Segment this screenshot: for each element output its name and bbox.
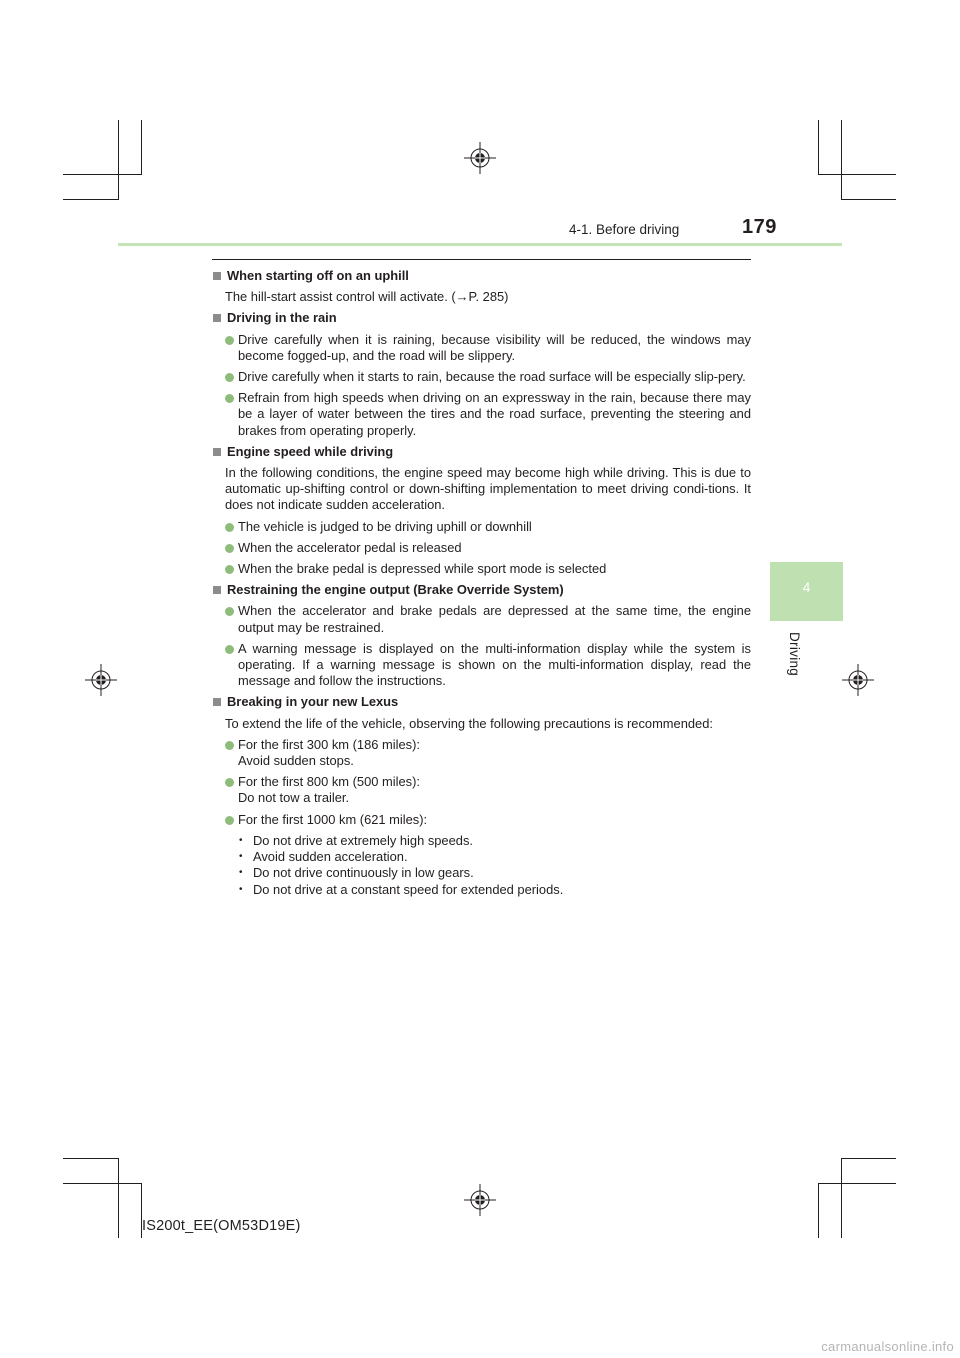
bullet-item bbox=[211, 332, 751, 364]
manual-section bbox=[211, 310, 751, 438]
round-bullet-icon bbox=[225, 336, 234, 345]
section-heading bbox=[211, 310, 751, 326]
bullet-text: When the brake pedal is depressed while sport mode is selected bbox=[238, 561, 607, 577]
crop-mark bbox=[818, 1183, 819, 1238]
sub-item bbox=[211, 882, 751, 898]
round-bullet-icon bbox=[225, 816, 234, 825]
square-bullet-icon bbox=[213, 272, 221, 280]
small-bullet-icon: • bbox=[239, 867, 243, 879]
bullet-text: When the accelerator and brake pedals are depressed at the same time, the engine output may be restrained. bbox=[238, 603, 751, 635]
round-bullet-icon bbox=[225, 394, 234, 403]
crop-mark bbox=[63, 199, 119, 200]
registration-mark-icon bbox=[464, 1184, 496, 1216]
bullet-text-line2: Do not tow a trailer. bbox=[238, 790, 350, 806]
sub-item-text: Do not drive at a constant speed for extended periods. bbox=[253, 881, 564, 897]
chapter-tab bbox=[770, 562, 843, 621]
bullet-item bbox=[211, 561, 751, 577]
section-heading bbox=[211, 444, 751, 460]
registration-mark-icon bbox=[842, 664, 874, 696]
small-bullet-icon: • bbox=[239, 834, 243, 846]
section-heading bbox=[211, 268, 751, 284]
manual-section bbox=[211, 444, 751, 577]
bullet-text: Drive carefully when it starts to rain, because the road surface will be especially slip-pery. bbox=[238, 369, 746, 385]
bullet-content bbox=[238, 519, 751, 535]
chapter-title: Driving bbox=[787, 632, 802, 677]
page-content bbox=[211, 268, 751, 898]
crop-mark bbox=[818, 174, 896, 175]
chapter-side-label bbox=[784, 632, 804, 692]
section-paragraph: The hill-start assist control will activate. (→P. 285) bbox=[225, 289, 509, 305]
crop-mark bbox=[841, 199, 896, 200]
round-bullet-icon bbox=[225, 645, 234, 654]
bullet-item bbox=[211, 390, 751, 439]
bullet-text-line2: Avoid sudden stops. bbox=[238, 753, 354, 769]
bullet-item bbox=[211, 519, 751, 535]
bullet-item bbox=[211, 540, 751, 556]
bullet-item bbox=[211, 812, 751, 828]
section-heading-text: Driving in the rain bbox=[227, 310, 337, 326]
square-bullet-icon bbox=[213, 448, 221, 456]
bullet-item bbox=[211, 641, 751, 690]
sub-item-text: Do not drive at extremely high speeds. bbox=[253, 832, 473, 848]
bullet-content bbox=[238, 390, 751, 439]
sub-item-text: Avoid sudden acceleration. bbox=[253, 849, 408, 865]
square-bullet-icon bbox=[213, 698, 221, 706]
crop-mark bbox=[63, 174, 142, 175]
crop-mark bbox=[118, 120, 119, 199]
bullet-item bbox=[211, 737, 751, 769]
sub-item-text: Do not drive continuously in low gears. bbox=[253, 865, 474, 881]
round-bullet-icon bbox=[225, 544, 234, 553]
bullet-text: A warning message is displayed on the multi-information display while the system is operating. If a warning message is shown on the multi-information display, read the message and follow the instructions. bbox=[238, 640, 751, 689]
bullet-text: For the first 300 km (186 miles): bbox=[238, 736, 420, 752]
crop-mark bbox=[63, 1183, 142, 1184]
section-heading bbox=[211, 694, 751, 710]
content-top-rule bbox=[212, 259, 751, 260]
bullet-content bbox=[238, 603, 751, 635]
watermark: carmanualsonline.info bbox=[821, 1339, 954, 1354]
chapter-number: 4 bbox=[802, 579, 811, 595]
crop-mark bbox=[841, 120, 842, 199]
manual-section bbox=[211, 582, 751, 689]
square-bullet-icon bbox=[213, 586, 221, 594]
crop-mark bbox=[841, 1158, 842, 1238]
crop-mark bbox=[841, 1158, 896, 1159]
bullet-content bbox=[238, 737, 751, 769]
page-number: 179 bbox=[742, 216, 777, 238]
bullet-text: When the accelerator pedal is released bbox=[238, 539, 462, 555]
section-heading bbox=[211, 582, 751, 598]
header-divider bbox=[118, 243, 842, 246]
bullet-content bbox=[238, 561, 751, 577]
bullet-text: The vehicle is judged to be driving uphill or downhill bbox=[238, 518, 532, 534]
section-heading-text: Breaking in your new Lexus bbox=[227, 694, 399, 710]
square-bullet-icon bbox=[213, 314, 221, 322]
round-bullet-icon bbox=[225, 741, 234, 750]
round-bullet-icon bbox=[225, 778, 234, 787]
section-heading-text: Engine speed while driving bbox=[227, 443, 394, 459]
bullet-content bbox=[238, 540, 751, 556]
round-bullet-icon bbox=[225, 607, 234, 616]
crop-mark bbox=[141, 120, 142, 175]
bullet-text: Refrain from high speeds when driving on an expressway in the rain, because there may be a layer of water between the tires and the road surface, preventing the steering and brakes from operating properly. bbox=[238, 390, 751, 438]
manual-section bbox=[211, 694, 751, 897]
bullet-content bbox=[238, 369, 751, 385]
round-bullet-icon bbox=[225, 565, 234, 574]
round-bullet-icon bbox=[225, 373, 234, 382]
crop-mark bbox=[818, 1183, 896, 1184]
document-code: IS200t_EE(OM53D19E) bbox=[142, 1218, 301, 1234]
bullet-content bbox=[238, 332, 751, 364]
section-title: 4-1. Before driving bbox=[569, 222, 680, 237]
sub-item bbox=[211, 833, 751, 849]
section-heading-text: When starting off on an uphill bbox=[227, 268, 409, 283]
small-bullet-icon: • bbox=[239, 851, 243, 863]
small-bullet-icon: • bbox=[239, 883, 243, 895]
bullet-text: Drive carefully when it is raining, because visibility will be reduced, the windows may become fogged-up, and the road will be slippery. bbox=[238, 331, 751, 363]
crop-mark bbox=[818, 120, 819, 175]
crop-mark bbox=[118, 1158, 119, 1238]
bullet-text: For the first 1000 km (621 miles): bbox=[238, 811, 428, 827]
section-paragraph: In the following conditions, the engine speed may become high while driving. This is due to automatic up-shifting control or down-shifting implementation to meet driving condi-tions. It does not indicate sudden acceleration. bbox=[225, 465, 751, 513]
sub-item bbox=[211, 849, 751, 865]
sub-item bbox=[211, 865, 751, 881]
bullet-content bbox=[238, 774, 751, 806]
manual-section bbox=[211, 268, 751, 305]
section-heading-text: Restraining the engine output (Brake Override System) bbox=[227, 582, 564, 598]
bullet-content bbox=[238, 812, 751, 828]
bullet-item bbox=[211, 369, 751, 385]
bullet-content bbox=[238, 641, 751, 690]
section-paragraph: To extend the life of the vehicle, observing the following precautions is recommended: bbox=[225, 715, 713, 731]
bullet-item bbox=[211, 774, 751, 806]
round-bullet-icon bbox=[225, 523, 234, 532]
crop-mark bbox=[63, 1158, 119, 1159]
bullet-item bbox=[211, 603, 751, 635]
registration-mark-icon bbox=[85, 664, 117, 696]
registration-mark-icon bbox=[464, 142, 496, 174]
bullet-text: For the first 800 km (500 miles): bbox=[238, 774, 420, 790]
